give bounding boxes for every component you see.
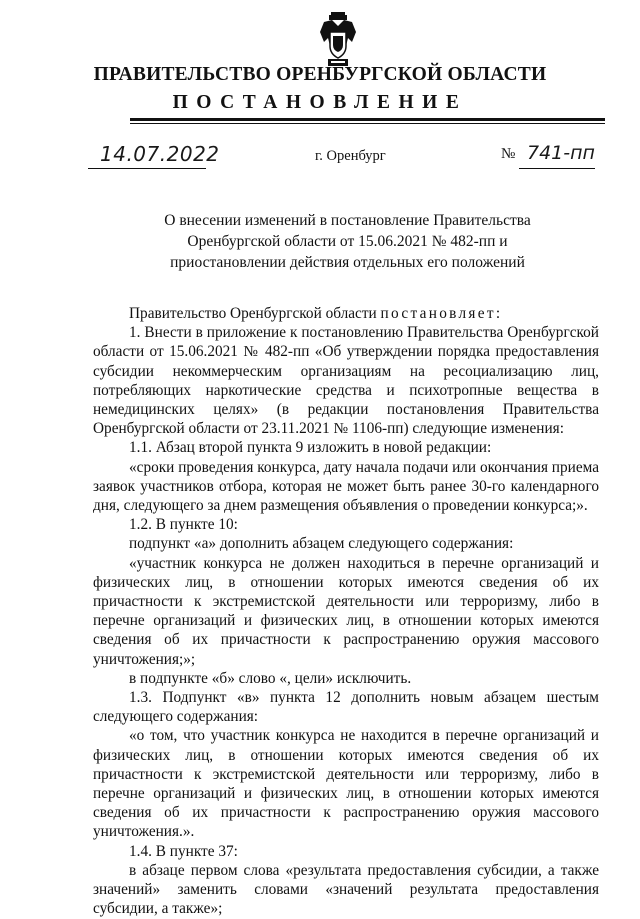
date-underline	[88, 168, 206, 169]
header-rule-thick	[130, 118, 605, 121]
document-body	[93, 304, 599, 919]
intro-colon: :	[495, 305, 501, 322]
subject-line: О внесении изменений в постановление Правительства	[164, 212, 531, 229]
paragraph: 1.4. В пункте 37:	[129, 842, 238, 860]
document-city: г. Оренбург	[315, 148, 386, 164]
subject-line: Оренбургской области от 15.06.2021 № 482-пп и	[187, 233, 508, 250]
intro-paragraph	[93, 304, 599, 323]
coat-of-arms-icon	[318, 12, 358, 68]
document-number: 741-пп	[527, 142, 595, 164]
document-type-title: ПОСТАНОВЛЕНИЕ	[172, 92, 468, 113]
paragraph: подпункт «а» дополнить абзацем следующего содержания:	[129, 535, 514, 553]
number-sign: №	[501, 146, 516, 162]
paragraph: в подпункте «б» слово «, цели» исключить.	[129, 669, 412, 687]
government-title: ПРАВИТЕЛЬСТВО ОРЕНБУРГСКОЙ ОБЛАСТИ	[93, 64, 547, 85]
paragraph: «сроки проведения конкурса, дату начала подачи или окончания приема заявок участников отбора, которая не может быть ранее 30-го календарного дня, следующего за днем размещения объявления о проведении конкурса;».	[93, 458, 599, 515]
intro-resolves: постановляет	[380, 305, 496, 322]
paragraph: в абзаце первом слова «результата предоставления субсидии, а также значений» заменить словами «значений результата предоставления субсидии, а также»;	[93, 861, 599, 918]
document-date: 14.07.2022	[100, 142, 220, 166]
intro-text: Правительство Оренбургской области	[129, 305, 381, 322]
paragraph: «участник конкурса не должен находиться в перечне организаций и физических лиц, в отношении которых имеются сведения об их причастности к экстремистской деятельности или терроризму, либо в перечне организаций и физических лиц, в отношении которых имеются сведения об их причастности к распространению оружия массового уничтожения;»;	[93, 554, 599, 668]
paragraph: 1.2. В пункте 10:	[129, 516, 238, 534]
paragraph: «о том, что участник конкурса не находится в перечне организаций и физических лиц, в отношении которых имеются сведения об их причастности к экстремистской деятельности или терроризму, либо в перечне организаций и физических лиц, в отношении которых имеются сведения об их причастности к распространению оружия массового уничтожения.».	[93, 727, 599, 841]
header-rule-thin	[130, 123, 605, 124]
document-subject	[130, 210, 565, 273]
subject-line: приостановлении действия отдельных его положений	[170, 254, 525, 271]
paragraph: 1.3. Подпункт «в» пункта 12 дополнить новым абзацем шестым следующего содержания:	[93, 689, 599, 726]
paragraph: 1. Внести в приложение к постановлению Правительства Оренбургской области от 15.06.2021 № 482-пп «Об утверждении порядка предоставления субсидии некоммерческим организациям на ресоциализацию лиц, потребляющих наркотические средства и психотропные вещества в немедицинских целях» (в редакции постановления Правительства Оренбургской области от 23.11.2021 № 1106-пп) следующие изменения:	[93, 324, 599, 438]
paragraph: 1.1. Абзац второй пункта 9 изложить в новой редакции:	[129, 439, 492, 457]
number-underline	[519, 168, 595, 169]
